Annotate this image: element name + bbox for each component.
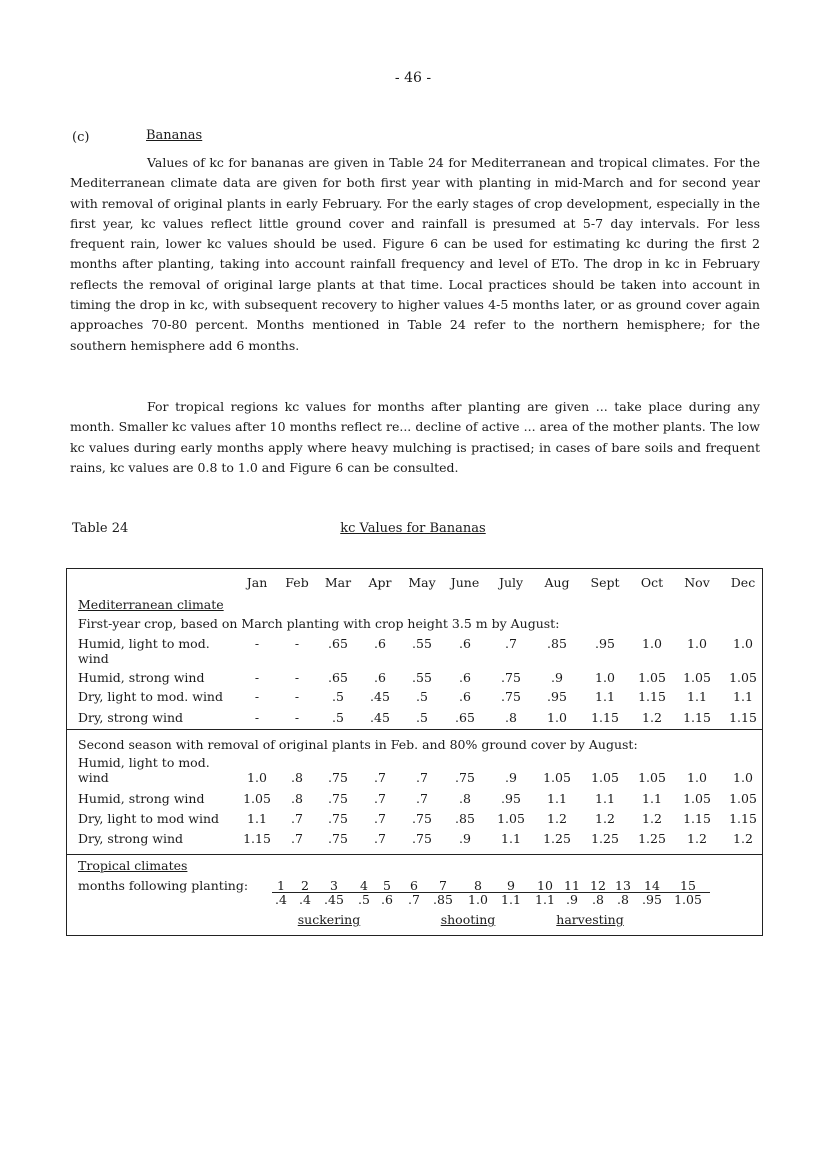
tropical-month: 9 [507,878,515,893]
stage-label-shooting: shooting [440,912,496,927]
first-cell: .6 [459,689,471,704]
second-cell: 1.05 [683,791,711,806]
page-number: - 46 - [394,70,432,86]
tropical-month: 12 [590,878,606,893]
paragraph-2 [70,397,760,478]
first-cell: .6 [374,670,386,685]
month-header-june: June [450,575,480,590]
paragraph-2-text: For tropical regions kc values for months after planting are given ... take place during any month. Smaller kc values after 10 months reflect re... decline of active ... area of the mother plants. The low kc values during early months apply where heavy mulching is practised; in cases of bare soils and frequent rains, kc values are 0.8 to 1.0 and Figure 6 can be consulted. [70,399,760,475]
month-header-apr: Apr [368,575,392,590]
first-cell: 1.1 [687,689,707,704]
first-cell: .75 [501,689,521,704]
tropical-month: 10 [537,878,553,893]
second-cell: .75 [328,831,348,846]
tropical-value: .7 [408,892,420,907]
tropical-value: .45 [324,892,344,907]
second-row-label: Dry, strong wind [78,831,184,846]
second-row-label: Humid, light to mod. [78,755,210,770]
tropical-value: .4 [275,892,287,907]
second-cell: .9 [459,831,471,846]
second-cell: 1.2 [687,831,707,846]
tropical-value: .85 [433,892,453,907]
first-cell: 1.0 [595,670,615,685]
second-cell: .7 [374,831,386,846]
table-divider-2 [66,854,762,855]
first-cell: - [294,689,300,704]
first-cell: .9 [551,670,563,685]
second-cell: .7 [374,791,386,806]
tropical-month: 2 [301,878,309,893]
first-row-label: Dry, strong wind [78,710,184,725]
second-cell: 1.25 [543,831,571,846]
tropical-value: .6 [381,892,393,907]
section-letter: (c) [72,130,90,145]
first-cell: 1.15 [638,689,666,704]
first-cell: .95 [547,689,567,704]
second-cell: 1.2 [595,811,615,826]
tropical-month: 3 [330,878,338,893]
tropical-month: 6 [410,878,418,893]
first-cell: .7 [505,636,517,651]
first-cell: .85 [547,636,567,651]
second-cell: 1.2 [642,811,662,826]
second-cell: 1.1 [642,791,662,806]
month-header-oct: Oct [640,575,664,590]
paragraph-1 [70,153,760,356]
second-cell: 1.15 [243,831,271,846]
first-cell: .95 [595,636,615,651]
tropical-heading: Tropical climates [78,858,188,873]
first-cell: .55 [412,636,432,651]
second-cell: .75 [455,770,475,785]
tropical-month: 4 [360,878,368,893]
month-header-may: May [408,575,436,590]
second-cell: 1.25 [591,831,619,846]
first-cell: - [254,636,260,651]
table-title: kc Values for Bananas [340,521,486,536]
first-cell: 1.15 [591,710,619,725]
second-cell: .85 [455,811,475,826]
first-cell: 1.1 [595,689,615,704]
second-cell: 1.05 [243,791,271,806]
first-cell: 1.15 [729,710,757,725]
second-cell: 1.05 [729,791,757,806]
tropical-month: 5 [383,878,391,893]
section-title: Bananas [146,128,203,143]
second-cell: 1.15 [683,811,711,826]
second-cell: 1.25 [638,831,666,846]
first-cell: .6 [374,636,386,651]
second-cell: 1.1 [247,811,267,826]
first-cell: - [294,636,300,651]
first-row-label-cont: wind [78,651,109,666]
second-cell: 1.05 [638,770,666,785]
first-cell: - [294,710,300,725]
first-row-label: Humid, light to mod. [78,636,210,651]
table-label: Table 24 [72,521,129,536]
second-cell: 1.15 [729,811,757,826]
tropical-value: .5 [358,892,370,907]
tropical-month: 14 [644,878,660,893]
month-header-nov: Nov [684,575,710,590]
first-cell: 1.2 [642,710,662,725]
tropical-months-label: months following planting: [78,878,249,893]
second-season-heading: Second season with removal of original plants in Feb. and 80% ground cover by August: [78,737,638,752]
table-divider-1 [66,729,762,730]
tropical-month: 1 [277,878,285,893]
second-row-label-cont: wind [78,770,109,785]
month-header-jan: Jan [246,575,268,590]
second-cell: .75 [412,831,432,846]
month-header-feb: Feb [285,575,309,590]
second-cell: 1.0 [247,770,267,785]
second-cell: .7 [416,791,428,806]
second-cell: 1.1 [595,791,615,806]
tropical-month: 13 [615,878,631,893]
second-cell: .9 [505,770,517,785]
tropical-months-underline [272,892,710,893]
stage-label-suckering: suckering [297,912,361,927]
mediterranean-heading: Mediterranean climate [78,597,224,612]
second-cell: 1.05 [497,811,525,826]
second-row-label: Dry, light to mod wind [78,811,220,826]
table-title-wrap [0,521,826,536]
second-cell: 1.0 [733,770,753,785]
second-cell: .75 [328,770,348,785]
second-cell: .75 [328,811,348,826]
first-cell: 1.0 [733,636,753,651]
tropical-value: 1.0 [468,892,488,907]
second-cell: .7 [374,811,386,826]
first-cell: .55 [412,670,432,685]
first-cell: .5 [332,710,344,725]
first-cell: .45 [370,689,390,704]
first-cell: .65 [328,636,348,651]
tropical-value: .8 [617,892,629,907]
month-header-aug: Aug [544,575,570,590]
second-cell: 1.1 [547,791,567,806]
first-row-label: Dry, light to mod. wind [78,689,223,704]
second-cell: .75 [412,811,432,826]
second-cell: 1.05 [543,770,571,785]
first-cell: .45 [370,710,390,725]
second-cell: 1.1 [501,831,521,846]
second-cell: .7 [416,770,428,785]
month-header-sept: Sept [590,575,620,590]
first-cell: - [254,710,260,725]
second-cell: .7 [291,831,303,846]
second-cell: 1.0 [687,770,707,785]
first-row-label: Humid, strong wind [78,670,205,685]
first-cell: .6 [459,636,471,651]
first-cell: 1.05 [729,670,757,685]
first-cell: .65 [328,670,348,685]
second-cell: .8 [459,791,471,806]
tropical-value: .8 [592,892,604,907]
first-cell: 1.1 [733,689,753,704]
paragraph-1-text: Values of kc for bananas are given in Table 24 for Mediterranean and tropical climates. For the Mediterranean climate data are given for both first year with planting in mid-March and for second year with removal of original plants in early February. For the early stages of crop development, especially in the first year, kc values reflect little ground cover and rainfall is presumed at 5-7 day intervals. For less frequent rain, lower kc values should be used. Figure 6 can be used for estimating kc during the first 2 months after planting, taking into account rainfall frequency and level of ETo. The drop in kc in February reflects the removal of original large plants at that time. Local practices should be taken into account in timing the drop in kc, with subsequent recovery to higher values 4-5 months later, or as ground cover again approaches 70-80 percent. Months mentioned in Table 24 refer to the northern hemisphere; for the southern hemisphere add 6 months. [70,155,760,353]
tropical-month: 7 [439,878,447,893]
stage-label-harvesting: harvesting [556,912,624,927]
tropical-value: 1.05 [674,892,702,907]
first-cell: 1.0 [687,636,707,651]
first-cell: - [254,689,260,704]
first-cell: .65 [455,710,475,725]
first-cell: 1.05 [638,670,666,685]
tropical-value: 1.1 [501,892,521,907]
second-cell: .8 [291,770,303,785]
first-cell: - [294,670,300,685]
tropical-value: .4 [299,892,311,907]
first-year-heading: First-year crop, based on March planting with crop height 3.5 m by August: [78,616,560,631]
tropical-month: 15 [680,878,696,893]
first-cell: .5 [332,689,344,704]
first-cell: .8 [505,710,517,725]
second-cell: .7 [291,811,303,826]
month-header-july: July [498,575,524,590]
second-cell: 1.05 [591,770,619,785]
tropical-value: .95 [642,892,662,907]
tropical-month: 8 [474,878,482,893]
first-cell: .75 [501,670,521,685]
second-cell: .75 [328,791,348,806]
first-cell: 1.05 [683,670,711,685]
second-row-label: Humid, strong wind [78,791,205,806]
month-header-mar: Mar [324,575,352,590]
first-cell: .6 [459,670,471,685]
second-cell: .8 [291,791,303,806]
first-cell: - [254,670,260,685]
first-cell: 1.0 [642,636,662,651]
tropical-value: 1.1 [535,892,555,907]
first-cell: 1.15 [683,710,711,725]
tropical-value: .9 [566,892,578,907]
second-cell: .95 [501,791,521,806]
second-cell: 1.2 [547,811,567,826]
first-cell: .5 [416,689,428,704]
tropical-month: 11 [564,878,580,893]
month-header-dec: Dec [730,575,756,590]
first-cell: 1.0 [547,710,567,725]
first-cell: .5 [416,710,428,725]
second-cell: 1.2 [733,831,753,846]
second-cell: .7 [374,770,386,785]
